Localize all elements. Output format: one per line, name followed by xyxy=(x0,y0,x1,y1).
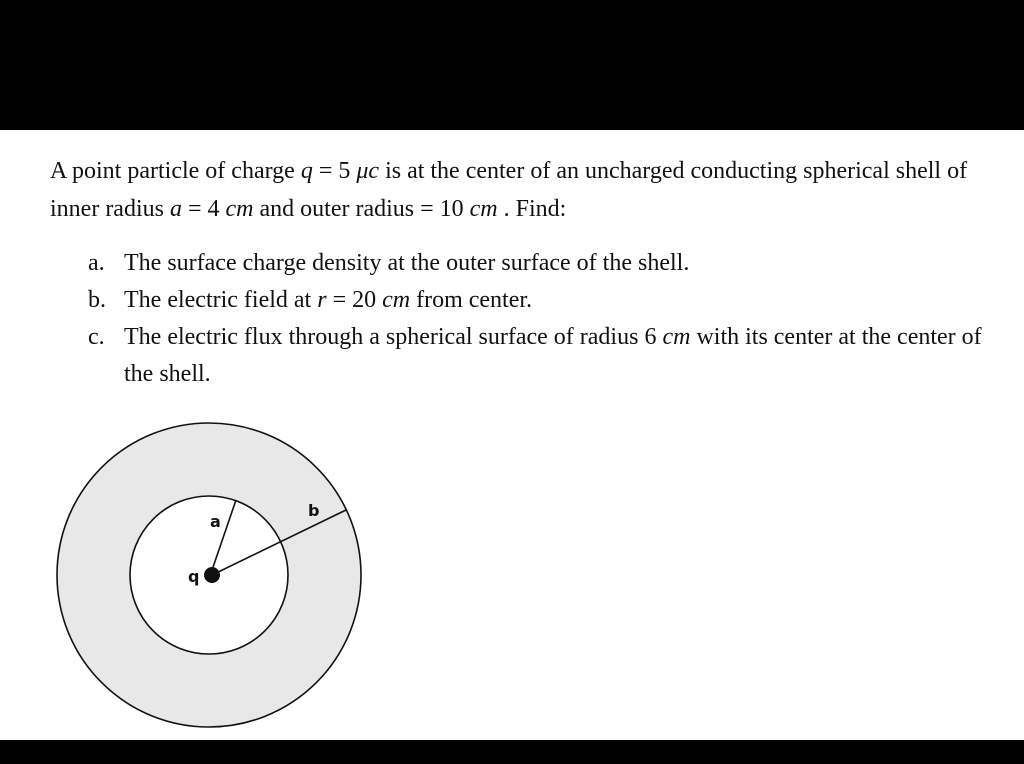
radius-unit: cm xyxy=(662,324,691,350)
question-parts xyxy=(88,245,1008,393)
charge-label: q xyxy=(188,567,200,586)
charge-unit: μc xyxy=(356,158,380,184)
distance-value: = 20 xyxy=(326,287,383,313)
question-part-b xyxy=(88,282,1008,319)
part-text-end: from center. xyxy=(410,287,533,313)
charge-value: = 5 xyxy=(312,158,357,184)
intro-text-2: is at the center of an uncharged conducting spherical shell of inner radius xyxy=(50,158,968,222)
outer-radius-label: b xyxy=(308,501,320,520)
point-charge-dot xyxy=(204,567,220,583)
part-text: The electric flux through a spherical surface of radius 6 xyxy=(124,324,663,350)
inner-radius-symbol: a xyxy=(169,196,182,222)
inner-radius-label: a xyxy=(210,512,221,531)
intro-text-4: . Find: xyxy=(497,196,567,222)
inner-radius-unit: cm xyxy=(225,196,254,222)
part-marker: b. xyxy=(88,287,106,313)
bottom-black-bar xyxy=(0,740,1024,764)
intro-text-3: and outer radius = 10 xyxy=(253,196,470,222)
outer-radius-unit: cm xyxy=(469,196,498,222)
top-black-bar xyxy=(0,0,1024,130)
distance-symbol: r xyxy=(317,287,327,313)
problem-statement xyxy=(50,152,1000,228)
question-part-c xyxy=(88,319,1008,393)
part-text: The electric field at xyxy=(124,287,318,313)
document-page xyxy=(0,130,1024,740)
part-text: The surface charge density at the outer surface of the shell. xyxy=(124,250,690,276)
inner-radius-value: = 4 xyxy=(181,196,226,222)
part-marker: a. xyxy=(88,250,105,276)
intro-text-1: A point particle of charge xyxy=(50,158,301,184)
part-text-end: with its center at the center of the shell. xyxy=(124,324,982,387)
question-part-a xyxy=(88,245,1008,282)
part-marker: c. xyxy=(88,324,105,350)
distance-unit: cm xyxy=(382,287,411,313)
charge-symbol: q xyxy=(300,158,313,184)
shell-diagram xyxy=(50,415,370,735)
